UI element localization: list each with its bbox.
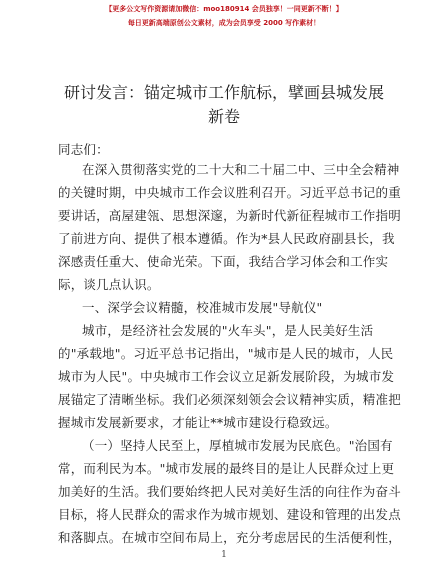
body-line: 际，谈几点认识。 [58, 277, 160, 292]
body-line: 的"承载地"。习近平总书记指出，"城市是人民的城市，人民 [58, 346, 394, 361]
document-title-line-2: 新卷 [207, 107, 240, 126]
body-line: 握城市发展新要求，才能让**城市建设行稳致远。 [58, 415, 338, 430]
body-line: 展锚定了清晰坐标。我们必须深刻领会会议精神实质，精准把 [58, 392, 401, 407]
body-line: 的关键时期，中央城市工作会议胜利召开。习近平总书记的重 [58, 185, 401, 200]
body-line: 要讲话，高屋建瓴、思想深邃，为新时代新征程城市工作指明 [58, 208, 401, 223]
banner-line-2: 每日更新高端原创公文素材，成为会员享受 2000 写作素材！ [127, 19, 321, 27]
body-line: 目标，将人民群众的需求作为城市规划、建设和管理的出发点 [58, 507, 401, 522]
body-line: 了前进方向、提供了根本遵循。作为*县人民政府副县长，我 [58, 231, 395, 246]
body-line: 城市，是经济社会发展的"火车头"，是人民美好生活 [82, 323, 374, 338]
salutation: 同志们： [58, 142, 109, 157]
body-line: 深感责任重大、使命光荣。下面，我结合学习体会和工作实 [58, 254, 389, 269]
body-line: 常，而利民为本。"城市发展的最终目的是让人民群众过上更 [58, 461, 395, 476]
body-line: 在深入贯彻落实党的二十大和二十届二中、三中全会精神 [82, 162, 400, 177]
banner-line-1: 【更多公文写作资源请加微信：moo180914 会员独享！一同更新不断！】 [105, 5, 343, 13]
subsection-heading: （一）坚持人民至上，厚植城市发展为民底色。"治国有 [82, 438, 393, 453]
document-title-line-1: 研讨发言：锚定城市工作航标，擘画县城发展 [63, 83, 384, 102]
page-number: 1 [221, 550, 227, 560]
body-line: 城市为人民"。中央城市工作会议立足新发展阶段，为城市发 [58, 369, 395, 384]
section-heading: 一、深学会议精髓，校准城市发展"导航仪" [82, 300, 323, 315]
body-line: 和落脚点。在城市空间布局上，充分考虑居民的生活便利性， [58, 530, 401, 545]
body-line: 加美好的生活。我们要始终把人民对美好生活的向往作为奋斗 [58, 484, 401, 499]
